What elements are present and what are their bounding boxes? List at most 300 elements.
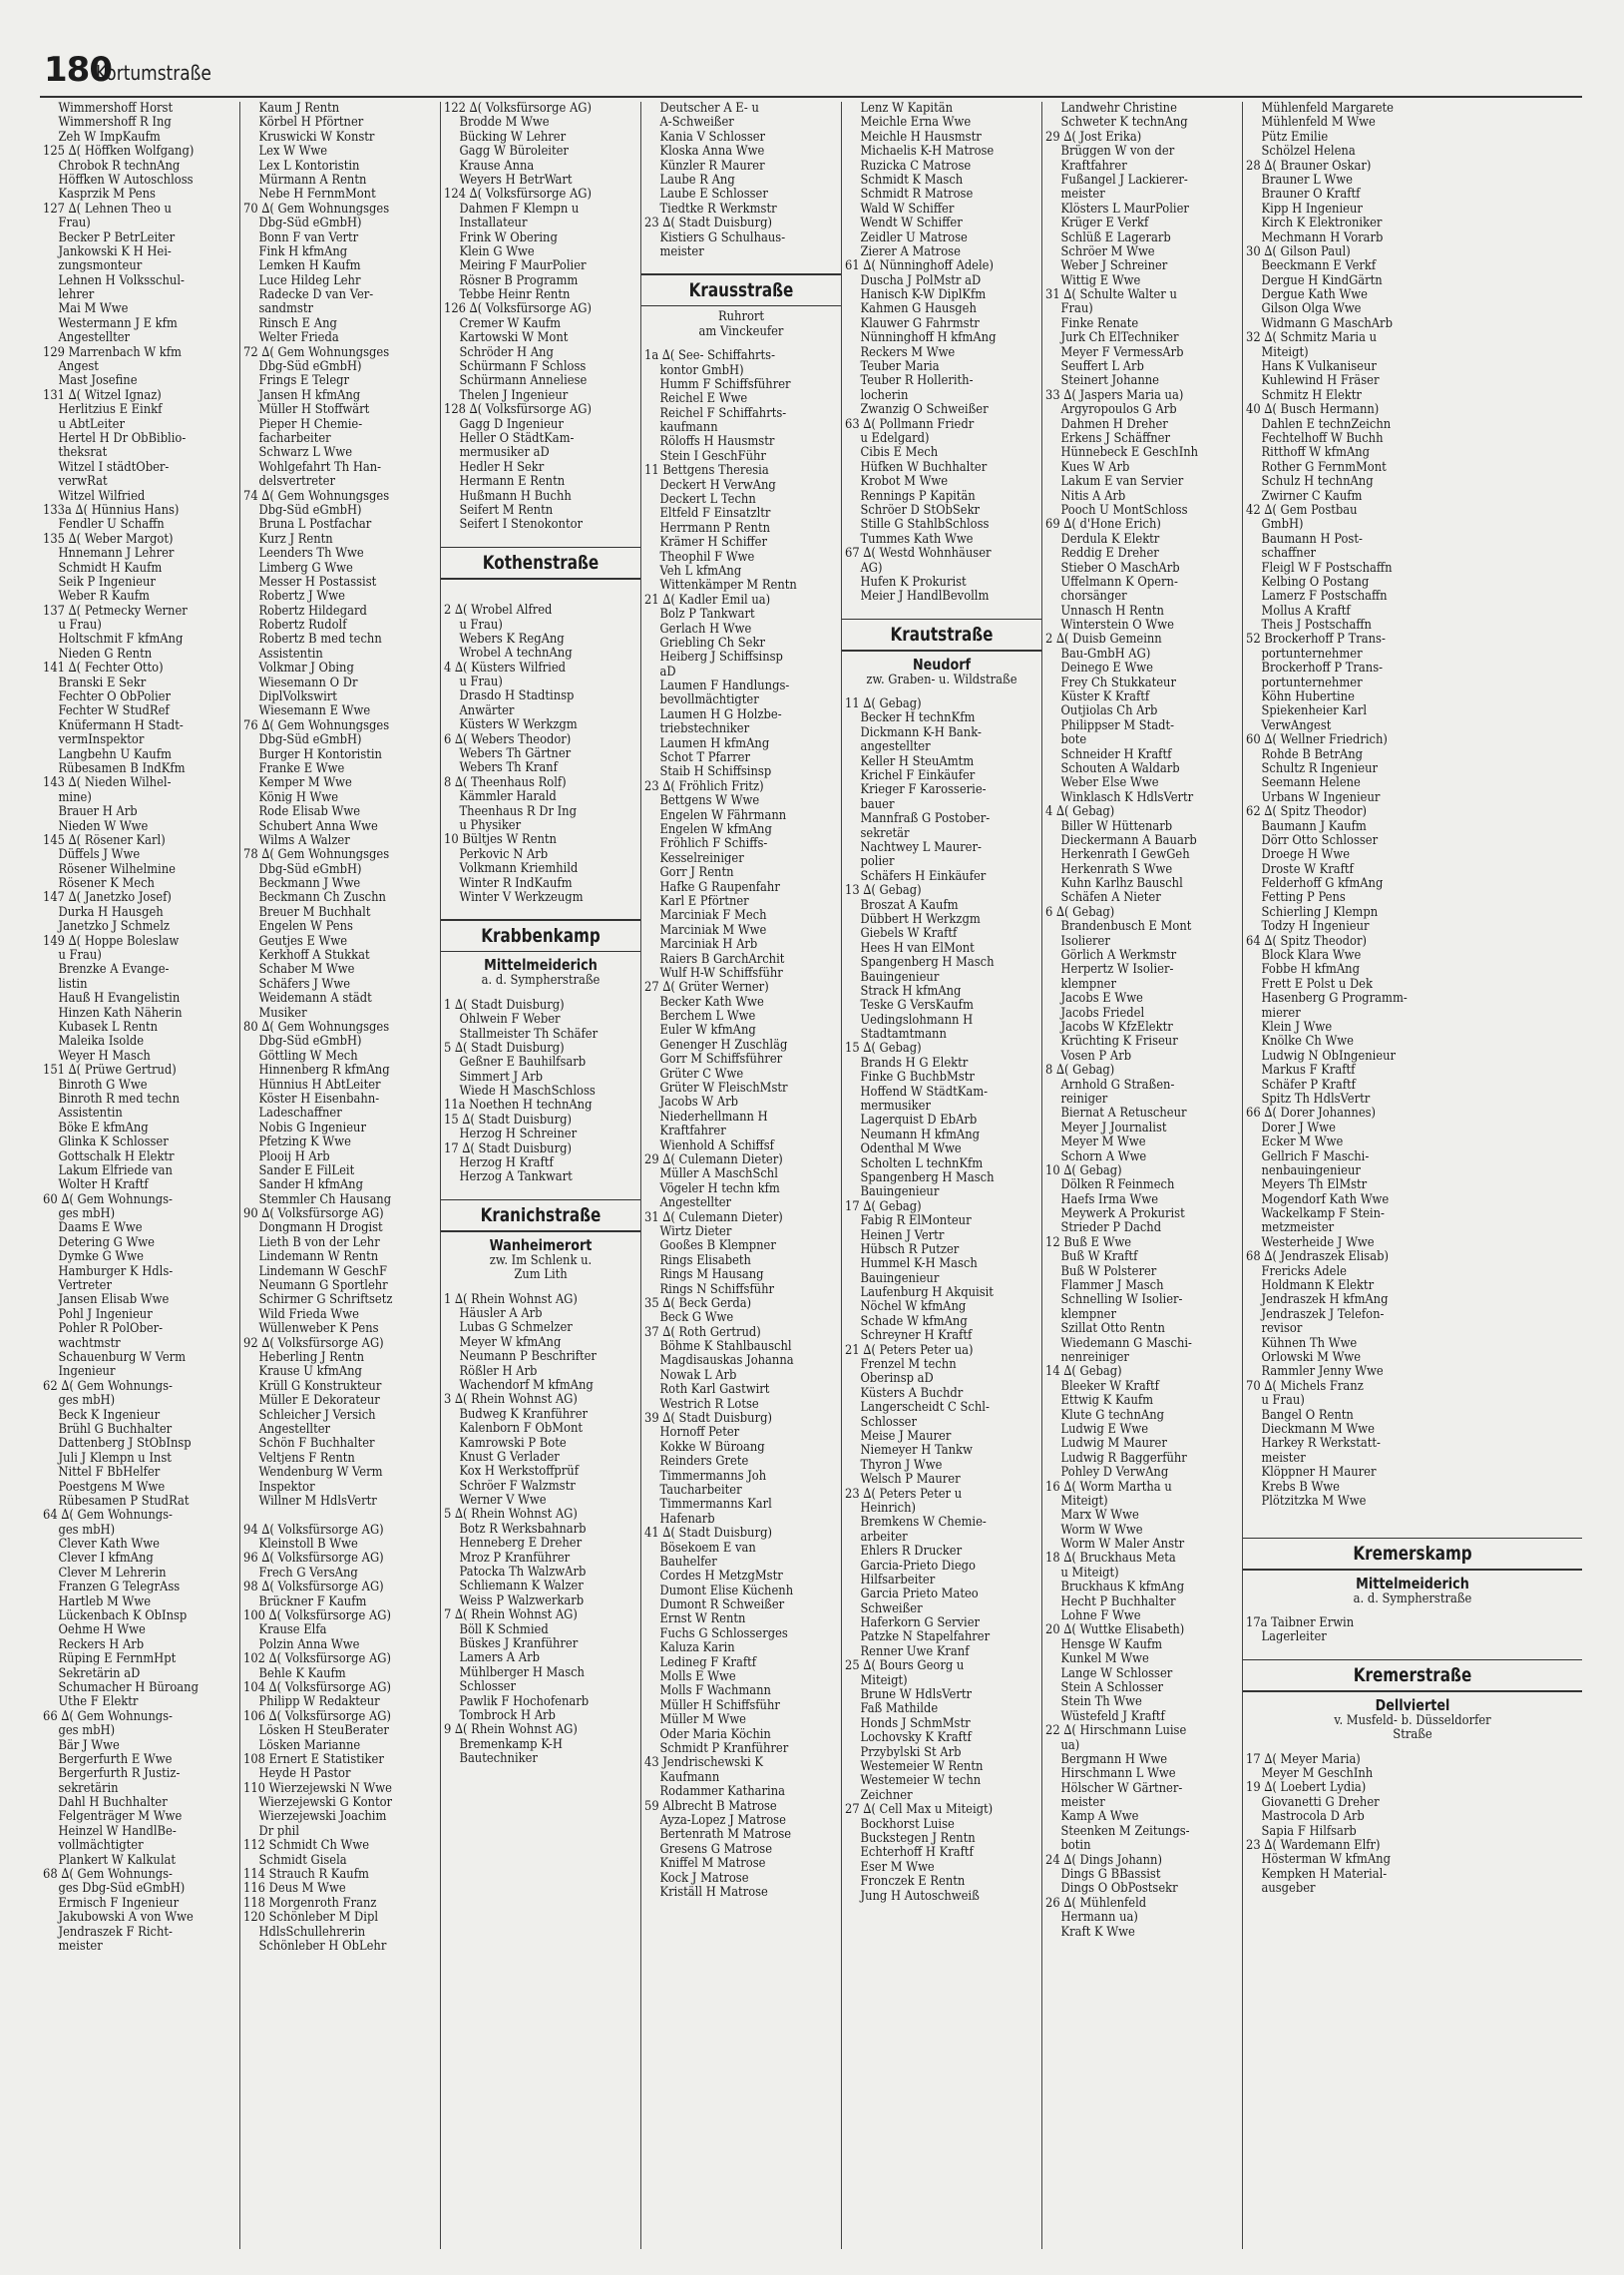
resident-entry: Reckers M Wwe	[860, 344, 956, 360]
resident-entry: Drasdo H Stadtinsp	[459, 688, 575, 704]
resident-entry: Meise J Maurer	[860, 1429, 952, 1444]
column-1	[40, 102, 240, 2249]
resident-entry: Meyer J Journalist	[1060, 1120, 1167, 1136]
resident-entry: Wohlgefahrt Th Han-	[258, 459, 382, 475]
resident-entry: Hufen K Prokurist	[860, 574, 967, 590]
resident-entry: sandmstr	[258, 301, 314, 317]
street-location-note: a. d. Sympherstraße	[481, 973, 601, 989]
resident-entry: Jacobs W KfzElektr	[1060, 1020, 1173, 1035]
resident-entry: Karl E Pförtner	[659, 893, 749, 909]
resident-entry: Kock J Matrose	[659, 1870, 749, 1886]
resident-entry: Volkmann Kriemhild	[459, 861, 579, 877]
resident-entry: Timmermanns Joh	[659, 1468, 767, 1484]
resident-entry: Westermann J E kfm	[58, 315, 178, 331]
resident-entry: Dings G BBassist	[1060, 1867, 1161, 1883]
resident-entry: Stieber O MaschArb	[1060, 560, 1180, 576]
resident-entry: Landwehr Christine	[1060, 102, 1177, 116]
resident-entry: Lakum Elfriede van	[58, 1162, 173, 1178]
resident-entry: Lagerleiter	[1261, 1629, 1327, 1645]
resident-entry: Molls F Wachmann	[659, 1683, 771, 1699]
resident-entry: Schorn A Wwe	[1060, 1148, 1147, 1164]
resident-entry: Bertenrath M Matrose	[659, 1827, 792, 1843]
resident-entry: Bauingenieur	[860, 1184, 940, 1200]
resident-entry: Dergue H KindGärtn	[1261, 272, 1383, 288]
resident-entry: Glinka K Schlosser	[58, 1135, 169, 1150]
resident-entry: Krause Anna	[459, 158, 535, 174]
resident-entry: Detering G Wwe	[58, 1234, 155, 1250]
resident-entry: Rösner B Programm	[459, 272, 579, 288]
resident-entry: Müller M Wwe	[659, 1712, 747, 1728]
resident-entry: Kania V Schlosser	[659, 129, 766, 145]
resident-entry: Rößler H Arb	[459, 1363, 538, 1379]
resident-entry: Thelen J Ingenieur	[459, 387, 569, 403]
street-name: Kremerstraße	[1353, 1664, 1472, 1687]
resident-entry: Burger H Kontoristin	[258, 746, 382, 762]
resident-entry: Miteigt)	[860, 1672, 908, 1688]
resident-entry: ges mbH)	[58, 1393, 116, 1409]
resident-entry: Bergmann H Wwe	[1060, 1751, 1168, 1767]
resident-entry: Mai M Wwe	[58, 301, 129, 317]
house-entry: 141 ∆( Fechter Otto)	[43, 661, 164, 677]
resident-entry: Branski E Sekr	[58, 675, 147, 690]
resident-entry: Radecke D van Ver-	[258, 287, 374, 303]
resident-entry: Meyer M GeschInh	[1261, 1766, 1374, 1782]
resident-entry: Seifert I Stenokontor	[459, 517, 584, 533]
resident-entry: Henneberg E Dreher	[459, 1536, 583, 1552]
resident-entry: Nowak L Arb	[659, 1367, 737, 1383]
resident-entry: Biernat A Retuscheur	[1060, 1106, 1187, 1122]
resident-entry: Bauingenieur	[860, 1270, 940, 1286]
resident-entry: Plötzitzka M Wwe	[1261, 1493, 1367, 1509]
resident-entry: Szillat Otto Rentn	[1060, 1321, 1165, 1337]
resident-entry: Finke Renate	[1060, 315, 1139, 331]
resident-entry: Reichel E Wwe	[659, 391, 748, 407]
resident-entry: meister	[1060, 187, 1105, 203]
resident-entry: Giebels W Kraftf	[860, 926, 958, 942]
running-head: Kortumstraße	[96, 61, 211, 85]
resident-entry: Lex W Wwe	[258, 144, 328, 160]
resident-entry: bote	[1060, 732, 1087, 748]
resident-entry: Mühlenfeld M Wwe	[1261, 115, 1376, 131]
resident-entry: Engelen W Fährmann	[659, 807, 787, 823]
resident-entry: Tebbe Heinr Rentn	[459, 287, 571, 303]
resident-entry: Kubasek L Rentn	[58, 1020, 159, 1035]
resident-entry: theksrat	[58, 445, 108, 461]
resident-entry: DiplVolkswirt	[258, 689, 337, 705]
resident-entry: Schneider H Kraftf	[1060, 746, 1172, 762]
resident-entry: Heinzel W HandlBe-	[58, 1823, 177, 1839]
resident-entry: Eltfeld F Einsatzltr	[659, 506, 771, 522]
house-entry: 106 ∆( Volksfürsorge AG)	[243, 1708, 391, 1724]
resident-entry: Rüping E FernmHpt	[58, 1651, 177, 1667]
resident-entry: Fetting P Pens	[1261, 890, 1346, 906]
resident-entry: Sekretärin aD	[58, 1665, 141, 1681]
resident-entry: Fechtelhoff W Buchh	[1261, 430, 1384, 446]
resident-entry: Webers Th Kranf	[459, 760, 558, 776]
resident-entry: Winter R IndKaufm	[459, 875, 573, 891]
resident-entry: Klösters L MaurPolier	[1060, 201, 1189, 217]
district-name: Dellviertel	[1375, 1695, 1450, 1714]
resident-entry: Herkenrath I GewGeh	[1060, 847, 1190, 863]
resident-entry: Schwarz L Wwe	[258, 445, 353, 461]
resident-entry: Bösekoem E van	[659, 1540, 756, 1556]
resident-entry: Stille G StahlbSchloss	[860, 517, 990, 533]
resident-entry: Staib H Schiffsinsp	[659, 764, 772, 780]
resident-entry: Meyer W kfmAng	[459, 1334, 562, 1350]
resident-entry: Dahl H Buchhalter	[58, 1795, 168, 1811]
resident-entry: delsvertreter	[258, 474, 335, 490]
resident-entry: Holtschmit F kfmAng	[58, 632, 184, 648]
resident-entry: Nittel F BbHelfer	[58, 1465, 161, 1481]
resident-entry: Willner M HdlsVertr	[258, 1493, 377, 1509]
resident-entry: Herkenrath S Wwe	[1060, 861, 1173, 877]
resident-entry: Krüchting K Friseur	[1060, 1034, 1178, 1050]
resident-entry: Marx W Wwe	[1060, 1508, 1139, 1524]
resident-entry: Hafenarb	[659, 1511, 715, 1527]
resident-entry: Deinego E Wwe	[1060, 661, 1153, 677]
resident-entry: Zwanzig O Schweißer	[860, 402, 989, 418]
resident-entry: Knüfermann H Stadt-	[58, 717, 184, 733]
resident-entry: Weiss P Walzwerkarb	[459, 1592, 585, 1608]
resident-entry: Stein Th Wwe	[1060, 1694, 1142, 1710]
house-entry: 35 ∆( Beck Gerda)	[644, 1295, 752, 1311]
house-entry: 68 ∆( Jendraszek Elisab)	[1246, 1249, 1389, 1265]
resident-entry: Heiberg J Schiffsinsp	[659, 650, 783, 666]
resident-entry: Hübsch R Putzer	[860, 1241, 960, 1257]
resident-entry: Block Klara Wwe	[1261, 948, 1362, 964]
house-entry: 135 ∆( Weber Margot)	[43, 531, 174, 547]
resident-entry: Tiedtke R Werkmstr	[659, 201, 777, 217]
resident-entry: Nieden G Rentn	[58, 646, 153, 662]
resident-entry: Zeidler U Matrose	[860, 229, 968, 245]
resident-entry: u Frau)	[58, 948, 102, 964]
resident-entry: Hedler H Sekr	[459, 459, 545, 475]
resident-entry: botin	[1060, 1838, 1091, 1854]
resident-entry: Botz R Werksbahnarb	[459, 1521, 587, 1537]
resident-entry: Jankowski K H Hei-	[58, 243, 172, 259]
resident-entry: Krüger E Verkf	[1060, 216, 1149, 231]
house-entry: 60 ∆( Wellner Friedrich)	[1246, 732, 1388, 748]
resident-entry: Dickmann K-H Bank-	[860, 724, 982, 740]
resident-entry: meister	[58, 1939, 103, 1954]
resident-entry: Heinrich)	[860, 1500, 916, 1516]
resident-entry: Meichle Erna Wwe	[860, 115, 972, 131]
resident-entry: Bär J Wwe	[58, 1737, 120, 1753]
resident-entry: Sander E FilLeit	[258, 1162, 355, 1178]
resident-entry: Ingenieur	[58, 1364, 116, 1380]
resident-entry: Wittig E Wwe	[1060, 272, 1141, 288]
street-heading-block	[444, 919, 637, 988]
resident-entry: Steinert Johanne	[1060, 373, 1160, 389]
resident-entry: Hartleb M Wwe	[58, 1593, 152, 1609]
resident-entry: Pieper H Chemie-	[258, 416, 363, 432]
resident-entry: Kloska Anna Wwe	[659, 144, 765, 160]
resident-entry: Jacobs Friedel	[1060, 1005, 1145, 1021]
resident-entry: Timmermanns Karl	[659, 1497, 772, 1513]
resident-entry: Brühl G Buchhalter	[58, 1421, 173, 1437]
resident-entry: Wild Frieda Wwe	[258, 1306, 359, 1322]
resident-entry: Niederhellmann H	[659, 1109, 768, 1125]
resident-entry: Beckmann Ch Zuschn	[258, 890, 386, 906]
resident-entry: Schürmann F Schloss	[459, 359, 587, 375]
resident-entry: verwRat	[58, 474, 108, 490]
resident-entry: Lamers A Arb	[459, 1650, 540, 1666]
resident-entry: Bergerfurth E Wwe	[58, 1751, 173, 1767]
resident-entry: Hinnenberg R kfmAng	[258, 1063, 390, 1079]
resident-entry: Ludwig R Baggerführ	[1060, 1450, 1187, 1466]
resident-entry: Langbehn U Kaufm	[58, 746, 172, 762]
house-entry: 76 ∆( Gem Wohnungsges	[243, 717, 390, 733]
resident-entry: Becker P BetrLeiter	[58, 229, 176, 245]
resident-entry: u Physiker	[459, 817, 522, 833]
resident-entry: Wachendorf M kfmAng	[459, 1377, 594, 1393]
resident-entry: Müller E Dekorateur	[258, 1393, 380, 1409]
district-name: Mittelmeiderich	[484, 956, 598, 975]
resident-entry: Kempken H Material-	[1261, 1866, 1388, 1882]
street-location-note: Zum Lith	[514, 1267, 568, 1283]
resident-entry: portunternehmer	[1261, 646, 1363, 662]
resident-entry: Meiring F MaurPolier	[459, 258, 587, 274]
resident-entry: Beck K Ingenieur	[58, 1407, 161, 1423]
house-entry: 145 ∆( Rösener Karl)	[43, 832, 166, 848]
resident-entry: Angestellter	[659, 1195, 732, 1211]
resident-entry: Dongmann H Drogist	[258, 1220, 383, 1236]
house-entry: 92 ∆( Volksfürsorge AG)	[243, 1335, 384, 1351]
resident-entry: Honds J SchmMstr	[860, 1715, 971, 1731]
resident-entry: Stein A Schlosser	[1060, 1679, 1164, 1695]
resident-entry: Schmidt K Masch	[860, 172, 964, 188]
house-entry: 23 ∆( Fröhlich Fritz)	[644, 778, 764, 794]
resident-entry: Krebs B Wwe	[1261, 1479, 1340, 1495]
resident-entry: Hecht P Buchhalter	[1060, 1593, 1176, 1609]
house-entry: 6 ∆( Gebag)	[1045, 904, 1115, 920]
resident-entry: Jurk Ch ElTechniker	[1060, 330, 1179, 346]
resident-entry: kaufmann	[659, 420, 718, 436]
resident-entry: Beeckmann E Verkf	[1261, 258, 1377, 274]
resident-entry: Fabig R ElMonteur	[860, 1213, 972, 1229]
resident-entry: Mühlenfeld Margarete	[1261, 102, 1394, 116]
resident-entry: Buß W Kraftf	[1060, 1249, 1138, 1265]
resident-entry: meister	[1060, 1795, 1105, 1811]
resident-entry: Angestellter	[258, 1421, 331, 1437]
house-entry: 14 ∆( Gebag)	[1045, 1364, 1122, 1380]
resident-entry: Volkmar J Obing	[258, 661, 354, 677]
resident-entry: Heberling J Rentn	[258, 1349, 365, 1365]
resident-entry: Schliemann K Walzer	[459, 1579, 584, 1594]
resident-entry: Robertz Rudolf	[258, 618, 347, 634]
resident-entry: Euler W kfmAng	[659, 1023, 756, 1039]
house-entry: 63 ∆( Pollmann Friedr	[845, 416, 975, 432]
resident-entry: Kerkhoff A Stukkat	[258, 948, 370, 964]
resident-entry: Lagerquist D EbArb	[860, 1113, 978, 1129]
street-location-note: v. Musfeld- b. Düsseldorfer	[1334, 1712, 1491, 1728]
resident-entry: Clever I kfmAng	[58, 1551, 154, 1567]
resident-entry: Böll K Schmied	[459, 1621, 549, 1637]
resident-entry: Durka H Hausgeh	[58, 904, 164, 920]
resident-entry: Hafke G Raupenfahr	[659, 879, 780, 895]
resident-entry: Witzel Wilfried	[58, 488, 146, 504]
resident-entry: Rother G FernmMont	[1261, 459, 1387, 475]
resident-entry: Brückner F Kaufm	[258, 1593, 367, 1609]
resident-entry: Lemken H Kaufm	[258, 258, 361, 274]
resident-entry: Müller H Schiffsführ	[659, 1697, 780, 1713]
resident-entry: Witzel I städtOber-	[58, 459, 170, 475]
resident-entry: Echterhoff H Kraftf	[860, 1845, 974, 1861]
resident-entry: vollmächtigter	[58, 1838, 144, 1854]
resident-entry: Kleinstoll B Wwe	[258, 1537, 358, 1553]
resident-entry: Fußangel J Lackierer-	[1060, 172, 1188, 188]
resident-entry: ausgeber	[1261, 1881, 1316, 1897]
house-entry	[444, 590, 610, 604]
house-entry: 120 Schönleber M Dipl	[243, 1910, 379, 1926]
resident-entry: Welter Frieda	[258, 330, 339, 346]
resident-entry: Steenken M Zeitungs-	[1060, 1823, 1190, 1839]
column-3	[441, 102, 641, 2249]
resident-entry: Strieder P Dachd	[1060, 1220, 1162, 1236]
resident-entry: Hüfken W Buchhalter	[860, 459, 988, 475]
resident-entry: Kamp A Wwe	[1060, 1809, 1139, 1825]
resident-entry: Bockhorst Luise	[860, 1816, 955, 1832]
resident-entry: Marciniak H Arb	[659, 937, 758, 953]
resident-entry: Theis J Postschaffn	[1261, 618, 1372, 634]
resident-entry: Wackelkamp F Stein-	[1261, 1206, 1385, 1222]
resident-entry: Werner V Wwe	[459, 1493, 547, 1509]
resident-entry: metzmeister	[1261, 1220, 1335, 1236]
resident-entry: Frett E Polst u Dek	[1261, 976, 1373, 992]
column-6	[1042, 102, 1243, 2249]
resident-entry: aD	[659, 664, 676, 680]
resident-entry: Seuffert L Arb	[1060, 359, 1144, 375]
street-location-note: Ruhrort	[717, 309, 765, 325]
house-entry: 70 ∆( Michels Franz	[1246, 1378, 1364, 1394]
resident-entry: Bauingenieur	[860, 969, 940, 985]
street-rule	[441, 951, 640, 953]
resident-entry: klempner	[1060, 976, 1116, 992]
resident-entry: Geßner E Bauhilfsarb	[459, 1055, 587, 1071]
resident-entry: Schmidt R Matrose	[860, 187, 974, 203]
resident-entry: Stein I GeschFühr	[659, 448, 766, 464]
resident-entry: Schmidt P Kranführer	[659, 1741, 789, 1756]
resident-entry: Klöppner H Maurer	[1261, 1465, 1377, 1481]
resident-entry: Kniffel M Matrose	[659, 1856, 766, 1872]
resident-entry: Nitis A Arb	[1060, 488, 1126, 504]
resident-entry: portunternehmer	[1261, 675, 1363, 690]
resident-entry: Widmann G MaschArb	[1261, 315, 1393, 331]
resident-entry: Heller O StädtKam-	[459, 430, 575, 446]
resident-entry: VerwAngest	[1261, 717, 1332, 733]
resident-entry: Deckert H VerwAng	[659, 477, 776, 493]
house-entry: 61 ∆( Nünninghoff Adele)	[845, 258, 994, 274]
resident-entry: Grüter W FleischMstr	[659, 1081, 788, 1097]
resident-entry: wachtmstr	[58, 1335, 121, 1351]
resident-entry: Nachtwey L Maurer-	[860, 839, 982, 855]
resident-entry: Meier J HandlBevollm	[860, 589, 990, 605]
resident-entry: Kokke W Büroang	[659, 1439, 765, 1455]
resident-entry: Schreyner H Kraftf	[860, 1328, 973, 1344]
resident-entry: Dumont R Schweißer	[659, 1597, 785, 1613]
resident-entry: Gerlach H Wwe	[659, 621, 752, 637]
resident-entry: Wierzejewski G Kontor	[258, 1795, 393, 1811]
resident-entry: HdlsSchullehrerin	[258, 1924, 366, 1940]
resident-entry: Schäfen A Nieter	[1060, 890, 1161, 906]
resident-entry: Robertz J Wwe	[258, 589, 345, 605]
resident-entry: Przybylski St Arb	[860, 1744, 962, 1760]
resident-entry: Schäfers H Einkäufer	[860, 868, 987, 884]
resident-entry: zungsmonteur	[58, 258, 143, 274]
resident-entry: Rings N Schiffsführ	[659, 1281, 775, 1297]
resident-entry: Görlich A Werkmstr	[1060, 948, 1177, 964]
resident-entry: Fleigl W F Postschaffn	[1261, 560, 1393, 576]
resident-entry: Frech G VersAng	[258, 1565, 358, 1581]
resident-entry: Brune W HdlsVertr	[860, 1687, 972, 1703]
resident-entry: Schlosser	[860, 1414, 917, 1430]
resident-entry: Cremer W Kaufm	[459, 315, 562, 331]
resident-entry: Baumann J Kaufm	[1261, 818, 1367, 834]
house-entry: 26 ∆( Mühlenfeld	[1045, 1895, 1147, 1911]
resident-entry: Hußmann H Buchh	[459, 488, 572, 504]
resident-entry: Rammler Jenny Wwe	[1261, 1364, 1384, 1380]
column-5	[842, 102, 1042, 2249]
resident-entry: Fobbe H kfmAng	[1261, 962, 1360, 978]
resident-entry: Bauhelfer	[659, 1554, 717, 1570]
resident-entry: Jakubowski A von Wwe	[58, 1910, 194, 1926]
street-heading-block	[845, 619, 1038, 687]
house-entry: 15 ∆( Gebag)	[845, 1041, 922, 1057]
resident-entry: Scholten L technKfm	[860, 1155, 984, 1171]
resident-entry: Inspektor	[258, 1479, 315, 1495]
resident-entry: Arnhold G Straßen-	[1060, 1077, 1175, 1093]
house-entry: 24 ∆( Dings Johann)	[1045, 1852, 1162, 1868]
house-entry: 64 ∆( Gem Wohnungs-	[43, 1508, 173, 1524]
house-entry	[1246, 1509, 1532, 1523]
street-rule	[1243, 1690, 1582, 1692]
resident-entry: Markus F Kraftf	[1261, 1063, 1356, 1079]
resident-entry: Schumacher H Büroang	[58, 1679, 199, 1695]
resident-entry: Lohne F Wwe	[1060, 1608, 1141, 1624]
resident-entry: bevollmächtigter	[659, 692, 759, 708]
resident-entry: Pooch U MontSchloss	[1060, 502, 1188, 518]
resident-entry: Ruzicka C Matrose	[860, 158, 972, 174]
resident-entry: Dübbert H Werkzgm	[860, 911, 981, 927]
resident-entry: Mürmann A Rentn	[258, 172, 367, 188]
street-rule	[441, 1230, 640, 1232]
resident-entry: Schnelling W Isolier-	[1060, 1292, 1183, 1308]
house-entry: 22 ∆( Hirschmann Luise	[1045, 1723, 1187, 1739]
house-entry: 67 ∆( Westd Wohnhäuser	[845, 546, 992, 562]
resident-entry: Miteigt)	[1060, 1493, 1108, 1509]
resident-entry: Gagg W Büroleiter	[459, 144, 569, 160]
resident-entry: Zwirner C Kaufm	[1261, 488, 1363, 504]
resident-entry: Gellrich F Maschi-	[1261, 1148, 1370, 1164]
resident-entry: Ohlwein F Weber	[459, 1012, 561, 1028]
house-entry: 11a Noethen H technAng	[444, 1098, 593, 1114]
street-name: Krabbenkamp	[481, 924, 601, 947]
resident-entry: Limberg G Wwe	[258, 560, 353, 576]
house-entry: 80 ∆( Gem Wohnungsges	[243, 1020, 390, 1035]
resident-entry: Krobot M Wwe	[860, 474, 949, 490]
resident-entry: Zierer A Matrose	[860, 243, 961, 259]
resident-entry: Griebling Ch Sekr	[659, 635, 765, 651]
resident-entry: Dumont Elise Küchenh	[659, 1583, 794, 1598]
resident-entry: Dahmen F Klempn u	[459, 201, 580, 217]
resident-entry: Flammer J Masch	[1060, 1278, 1164, 1294]
resident-entry: Reddig E Dreher	[1060, 546, 1159, 562]
house-entry: 17a Taibner Erwin	[1246, 1615, 1355, 1631]
resident-entry: Wendt W Schiffer	[860, 216, 963, 231]
resident-entry: revisor	[1261, 1321, 1303, 1337]
resident-entry: Hirschmann L Wwe	[1060, 1766, 1176, 1782]
street-heading-block	[644, 273, 838, 339]
